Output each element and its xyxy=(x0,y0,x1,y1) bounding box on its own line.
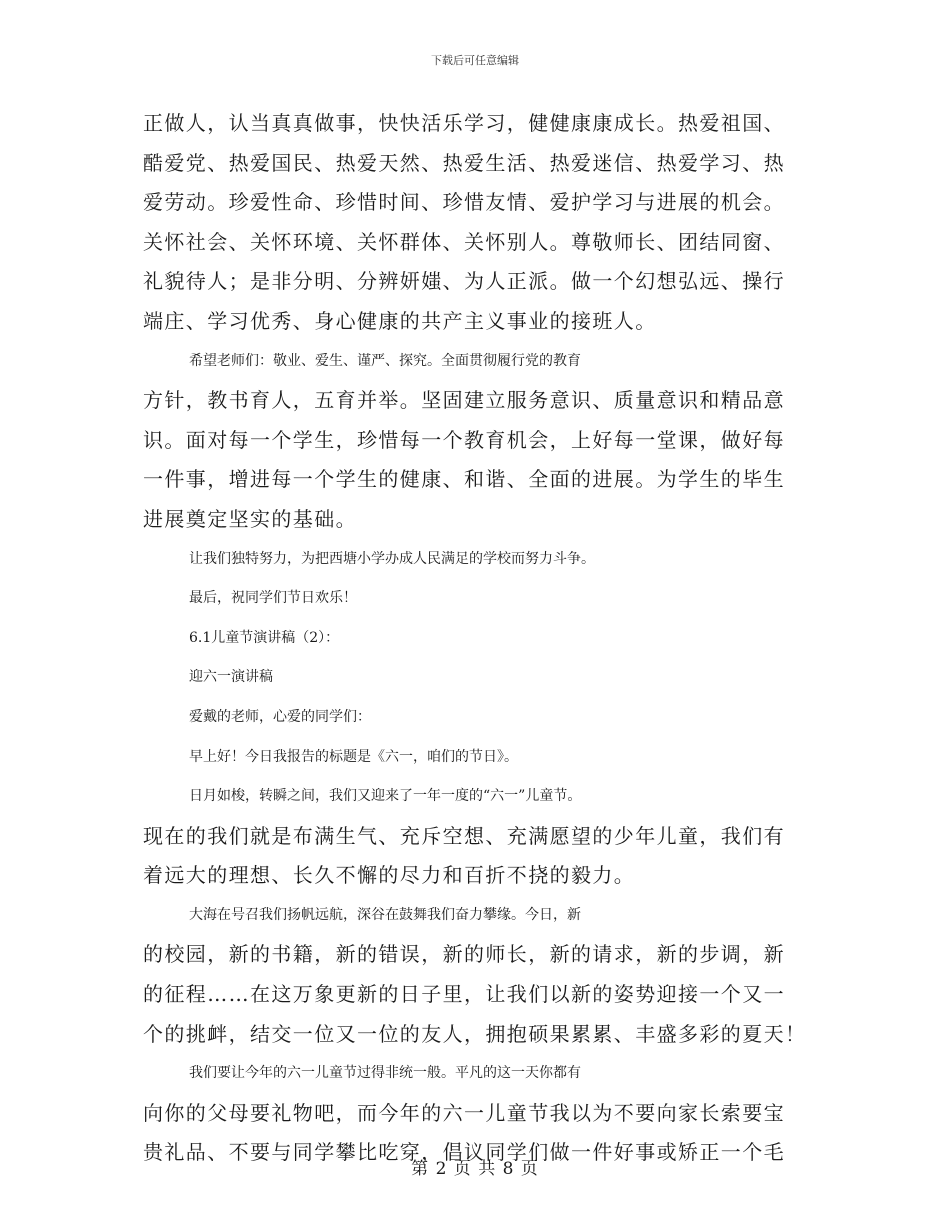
text-line: 关怀社会、关怀环境、关怀群体、关怀别人。尊敬师长、团结同窗、 xyxy=(143,229,785,254)
text-line: 迎六一演讲稿 xyxy=(189,669,273,686)
text-line: 现在的我们就是布满生气、充斥空想、充满愿望的少年儿童，我们有 xyxy=(143,823,785,848)
text-line: 贵礼品、不要与同学攀比吃穿，倡议同学们做一件好事或矫正一个毛 xyxy=(143,1140,785,1165)
text-line: 早上好！今日我报告的标题是《六一，咱们的节日》。 xyxy=(189,748,518,765)
text-line: 一件事，增进每一个学生的健康、和谐、全面的进展。为学生的毕生 xyxy=(143,467,785,492)
text-line: 6.1儿童节演讲稿（2）： xyxy=(189,629,340,646)
text-line: 的征程……在这万象更新的日子里，让我们以新的姿势迎接一个又一 xyxy=(143,982,785,1007)
text-line: 向你的父母要礼物吧，而今年的六一儿童节我以为不要向家长索要宝 xyxy=(143,1100,785,1125)
text-line: 识。面对每一个学生，珍惜每一个教育机会，上好每一堂课，做好每 xyxy=(143,427,785,452)
text-line: 让我们独特努力，为把西塘小学办成人民满足的学校而努力斗争。 xyxy=(189,550,595,567)
page-header: 下载后可任意编辑 xyxy=(431,54,519,67)
text-line: 个的挑衅，结交一位又一位的友人，拥抱硕果累累、丰盛多彩的夏天！ xyxy=(143,1021,807,1046)
text-line: 进展奠定坚实的基础。 xyxy=(143,506,357,531)
text-line: 的校园，新的书籍，新的错误，新的师长，新的请求，新的步调，新 xyxy=(143,942,785,967)
text-line: 爱劳动。珍爱性命、珍惜时间、珍惜友情、爱护学习与进展的机会。 xyxy=(143,190,785,215)
page-number: 第 2 页 共 8 页 xyxy=(411,1159,539,1179)
text-line: 酷爱党、热爱国民、热爱天然、热爱生活、热爱迷信、热爱学习、热 xyxy=(143,150,785,175)
text-line: 正做人，认当真真做事，快快活乐学习，健健康康成长。热爱祖国、 xyxy=(143,111,785,135)
text-line: 方针，教书育人，五育并举。坚固建立服务意识、质量意识和精品意 xyxy=(143,388,785,413)
text-line: 我们要让今年的六一儿童节过得非统一般。平凡的这一天你都有 xyxy=(189,1065,581,1082)
text-line: 端庄、学习优秀、身心健康的共产主义事业的接班人。 xyxy=(143,308,657,333)
text-line: 最后，祝同学们节日欢乐！ xyxy=(189,590,357,607)
text-line: 礼貌待人；是非分明、分辨妍媸、为人正派。做一个幻想弘远、操行 xyxy=(143,269,785,294)
document-body xyxy=(143,104,808,1173)
text-line: 希望老师们：敬业、爱生、谨严、探究。全面贯彻履行党的教育 xyxy=(189,352,581,369)
text-line: 大海在号召我们扬帆远航，深谷在鼓舞我们奋力攀缘。今日，新 xyxy=(189,906,581,923)
text-line: 爱戴的老师，心爱的同学们： xyxy=(189,708,371,725)
text-line: 日月如梭，转瞬之间，我们又迎来了一年一度的“六一”儿童节。 xyxy=(189,788,582,805)
text-line: 着远大的理想、长久不懈的尽力和百折不挠的毅力。 xyxy=(143,863,636,888)
